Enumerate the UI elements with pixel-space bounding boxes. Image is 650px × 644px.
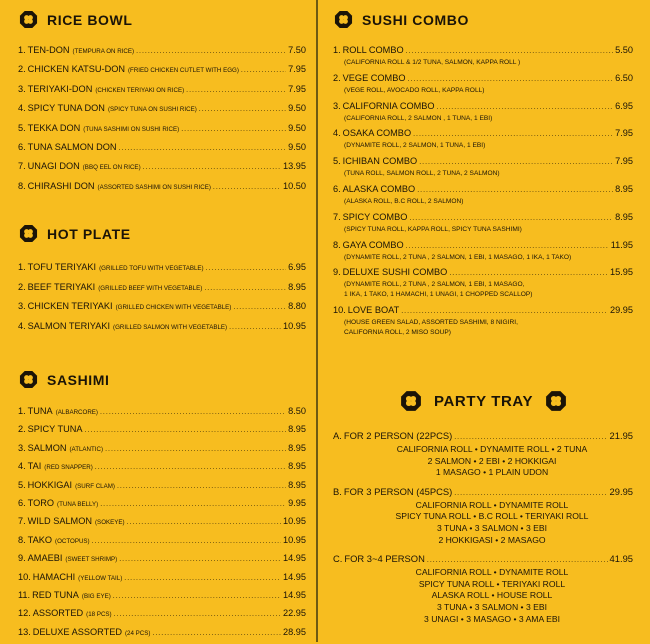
item-number: 5. — [18, 122, 26, 133]
item-price: 7.95 — [615, 156, 633, 167]
menu-item-row — [18, 63, 306, 77]
leader-dots — [229, 320, 281, 334]
combo-item — [333, 44, 633, 68]
item-description: (TEMPURA ON RICE) — [72, 48, 135, 55]
leader-dots — [213, 180, 281, 194]
leader-dots — [233, 300, 286, 314]
item-price: 8.95 — [615, 211, 633, 222]
item-name: FOR 3 PERSON (45PCS) — [343, 485, 453, 497]
item-name: TUNA — [27, 406, 53, 416]
item-price: 21.95 — [609, 430, 633, 441]
combo-contents: (TUNA ROLL, SALMON ROLL, 2 TUNA, 2 SALMON) — [344, 170, 500, 178]
menu-item-row — [18, 102, 306, 116]
item-price: 8.50 — [288, 406, 306, 416]
party-tray-item — [333, 430, 633, 479]
item-number: 3. — [18, 83, 26, 94]
item-description: (ASSORTED SASHIMI ON SUSHI RICE) — [97, 183, 211, 191]
menu-item-row — [333, 553, 633, 567]
leader-dots — [437, 100, 614, 114]
leader-dots — [419, 155, 613, 169]
item-name: TAI — [27, 461, 42, 472]
leader-dots — [117, 479, 286, 493]
combo-item — [333, 72, 633, 96]
menu-item-row — [333, 155, 633, 169]
item-price: 41.95 — [609, 553, 633, 565]
item-name: TEN-DON — [27, 45, 70, 55]
item-price: 7.95 — [288, 83, 306, 94]
tray-contents-line: 3 UNAGI • 3 MASAGO • 3 AMA EBI — [424, 613, 560, 624]
menu-item-row — [18, 405, 306, 419]
item-number: 3. — [18, 301, 26, 312]
item-description: (RED SNAPPER) — [44, 464, 93, 472]
menu-item-row — [18, 442, 306, 456]
menu-item-row — [18, 320, 306, 334]
item-name: ALASKA COMBO — [342, 183, 416, 194]
item-price: 14.95 — [283, 589, 306, 600]
tray-contents-line: 2 HOKKIGASI • 2 MASAGO — [438, 534, 546, 545]
menu-item-row — [18, 552, 306, 566]
combo-contents: (SPICY TUNA ROLL, KAPPA ROLL, SPICY TUNA SASHIMI) — [344, 225, 522, 233]
combo-item — [333, 155, 633, 179]
item-price: 8.80 — [288, 301, 306, 312]
item-price: 9.95 — [288, 497, 306, 508]
item-price: 28.95 — [283, 626, 306, 637]
menu-item-row — [18, 122, 306, 136]
item-name: LOVE BOAT — [347, 304, 400, 315]
leader-dots — [100, 405, 286, 419]
item-description: (SWEET SHRIMP) — [65, 556, 118, 564]
menu-item-row — [18, 44, 306, 58]
combo-contents: (CALIFORNIA ROLL & 1/2 TUNA, SALMON, KAPPA ROLL ) — [344, 59, 521, 66]
item-number: 7. — [18, 161, 26, 172]
item-number: 5. — [18, 479, 26, 490]
item-price: 10.95 — [283, 320, 306, 331]
leader-dots — [417, 183, 613, 197]
item-name: CHICKEN KATSU-DON — [27, 64, 125, 75]
item-description: (ATLANTIC) — [69, 445, 104, 453]
item-number: 2. — [18, 424, 26, 435]
combo-contents: CALIFORNIA ROLL, 2 MISO SOUP) — [344, 328, 451, 336]
item-number: 1. — [18, 406, 26, 416]
leader-dots — [204, 281, 286, 295]
item-price: 6.50 — [615, 72, 633, 83]
combo-contents: (DYNAMITE ROLL, 2 TUNA , 2 SALMON, 1 EBI, 1 MASAGO, 1 IKA, 1 TAKO) — [344, 253, 572, 261]
item-price: 8.95 — [288, 479, 306, 490]
tray-contents-line: 2 SALMON • 2 EBI • 2 HOKKIGAI — [427, 455, 557, 466]
item-number: 7. — [18, 516, 26, 527]
leader-dots — [199, 102, 286, 116]
tray-contents-line: CALIFORNIA ROLL • DYNAMITE ROLL — [415, 567, 569, 578]
leader-dots — [401, 304, 608, 318]
tray-contents-line: 3 TUNA • 3 SALMON • 3 EBI — [437, 522, 547, 533]
leader-dots — [136, 44, 286, 58]
item-price: 8.95 — [615, 183, 633, 194]
leader-dots — [84, 423, 286, 437]
leader-dots — [127, 515, 281, 529]
item-name: HAMACHI — [32, 571, 76, 582]
item-name: SPICY TUNA — [27, 424, 83, 435]
party-tray-list — [333, 430, 633, 632]
section-title: SASHIMI — [47, 371, 110, 388]
menu-item-row — [333, 72, 633, 86]
item-name: TOFU TERIYAKI — [27, 262, 97, 272]
leader-dots — [113, 589, 281, 603]
combo-contents: (DYNAMITE ROLL, 2 SALMON, 1 TUNA, 1 EBI) — [344, 142, 486, 150]
leader-dots — [152, 626, 281, 640]
item-name: CHICKEN TERIYAKI — [27, 301, 113, 312]
hot-plate-header — [19, 224, 131, 243]
menu-item-row — [18, 626, 306, 640]
item-price: 7.95 — [288, 64, 306, 75]
combo-contents: (ALASKA ROLL, B.C ROLL, 2 SALMON) — [344, 197, 464, 205]
item-number: 8. — [18, 534, 26, 545]
item-name: BEEF TERIYAKI — [27, 281, 96, 292]
sushi-combo-list — [333, 44, 633, 342]
leader-dots — [454, 430, 607, 444]
item-description: (TUNA SASHIMI ON SUSHI RICE) — [83, 125, 180, 133]
menu-item-row — [333, 430, 633, 444]
menu-item-row — [18, 423, 306, 437]
tray-contents-line: SPICY TUNA ROLL • TERIYAKI ROLL — [418, 578, 566, 589]
combo-contents: 1 IKA, 1 TAKO, 1 HAMACHI, 1 UNAGI, 1 CHOPPED SCALLOP) — [344, 291, 533, 299]
combo-contents: (HOUSE GREEN SALAD, ASSORTED SASHIMI, 8 NIGIRI, — [344, 318, 518, 326]
item-name: TERIYAKI-DON — [27, 83, 93, 94]
leader-dots — [124, 571, 281, 585]
item-name: FOR 2 PERSON (22PCS) — [343, 430, 453, 441]
item-name: OSAKA COMBO — [342, 128, 412, 139]
item-number: 10. — [333, 304, 346, 315]
item-price: 10.95 — [283, 534, 306, 545]
sashimi-list — [18, 405, 306, 644]
item-number: 1. — [18, 45, 26, 55]
menu-item-row — [333, 44, 633, 58]
item-name: RED TUNA — [32, 589, 79, 600]
item-price: 13.95 — [283, 161, 306, 172]
combo-contents: (VEGE ROLL, AVOCADO ROLL, KAPPA ROLL) — [344, 86, 485, 94]
leader-dots — [454, 486, 607, 500]
item-name: SPICY TUNA DON — [27, 103, 105, 114]
menu-item-row — [18, 180, 306, 194]
party-tray-item — [333, 486, 633, 546]
sashimi-header — [19, 370, 110, 389]
octagon-flower-logo-icon — [400, 390, 422, 412]
menu-item-row — [333, 211, 633, 225]
tray-contents-line: CALIFORNIA ROLL • DYNAMITE ROLL • 2 TUNA — [396, 444, 588, 454]
item-description: (OCTOPUS) — [55, 537, 90, 545]
leader-dots — [95, 460, 286, 474]
menu-item-row — [18, 497, 306, 511]
combo-item — [333, 100, 633, 124]
menu-item-row — [18, 479, 306, 493]
party-tray-header — [400, 390, 567, 412]
item-number: 4. — [18, 320, 26, 331]
menu-item-row — [333, 183, 633, 197]
menu-item-row — [18, 607, 306, 621]
item-price: 11.95 — [610, 239, 633, 250]
leader-dots — [406, 44, 614, 58]
item-price: 8.95 — [288, 461, 306, 472]
item-description: (SPICY TUNA ON SUSHI RICE) — [107, 106, 197, 114]
menu-item-row — [18, 534, 306, 548]
item-number: B. — [333, 485, 342, 497]
item-price: 9.50 — [288, 141, 306, 152]
section-title: SUSHI COMBO — [362, 11, 469, 28]
combo-item — [333, 211, 633, 235]
leader-dots — [100, 497, 286, 511]
item-number: 9. — [18, 553, 26, 564]
item-number: 3. — [18, 442, 26, 453]
item-number: 9. — [333, 267, 341, 278]
item-name: ICHIBAN COMBO — [342, 156, 418, 167]
leader-dots — [143, 160, 281, 174]
leader-dots — [119, 141, 287, 155]
item-name: HOKKIGAI — [27, 479, 73, 490]
octagon-flower-logo-icon — [545, 390, 567, 412]
item-number: 3. — [333, 100, 341, 111]
item-price: 8.95 — [288, 442, 306, 453]
menu-item-row — [18, 281, 306, 295]
item-number: C. — [333, 553, 343, 565]
tray-contents — [333, 444, 633, 479]
combo-item — [333, 239, 633, 263]
leader-dots — [181, 122, 286, 136]
item-description: (TUNA BELLY) — [57, 500, 99, 508]
item-name: DELUXE ASSORTED — [32, 626, 122, 637]
leader-dots — [92, 534, 281, 548]
item-name: TORO — [27, 497, 55, 508]
item-number: 13. — [18, 626, 31, 637]
item-description: (24 PCS) — [124, 629, 151, 637]
combo-contents: (DYNAMITE ROLL, 2 TUNA , 2 SALMON, 1 EBI, 1 MASAGO, — [344, 281, 525, 289]
item-number: 4. — [333, 128, 341, 139]
item-number: 2. — [333, 72, 341, 83]
item-name: SALMON TERIYAKI — [27, 320, 111, 331]
hot-plate-list — [18, 261, 306, 339]
item-number: 8. — [18, 180, 26, 191]
item-description: (GRILLED SALMON WITH VEGETABLE) — [113, 323, 228, 331]
section-title: HOT PLATE — [47, 225, 131, 242]
item-name: TAKO — [27, 534, 53, 545]
party-tray-item — [333, 553, 633, 625]
item-number: 2. — [18, 64, 26, 75]
menu-item-row — [333, 127, 633, 141]
item-price: 29.95 — [609, 485, 633, 497]
menu-item-row — [18, 300, 306, 314]
item-name: VEGE COMBO — [342, 72, 406, 83]
menu-item-row — [18, 515, 306, 529]
item-description: (CHICKEN TERIYAKI ON RICE) — [95, 86, 185, 94]
item-name: TUNA SALMON DON — [27, 141, 117, 152]
item-name: WILD SALMON — [27, 516, 92, 527]
combo-item — [333, 304, 633, 338]
octagon-flower-logo-icon — [19, 224, 38, 243]
item-name: UNAGI DON — [27, 161, 80, 172]
tray-contents — [333, 500, 633, 546]
tray-contents — [333, 567, 633, 625]
item-price: 7.50 — [288, 45, 306, 55]
item-number: A. — [333, 430, 342, 441]
menu-item-row — [333, 486, 633, 500]
item-name: CHIRASHI DON — [27, 180, 95, 191]
menu-item-row — [333, 304, 633, 318]
item-number: 6. — [18, 497, 26, 508]
menu-item-row — [333, 239, 633, 253]
item-description: (ALBARCORE) — [55, 409, 98, 416]
item-price: 29.95 — [610, 304, 633, 315]
item-name: ASSORTED — [32, 608, 84, 619]
sushi-combo-header — [334, 10, 469, 29]
item-price: 5.50 — [615, 45, 633, 55]
item-number: 4. — [18, 461, 26, 472]
item-price: 14.95 — [283, 553, 306, 564]
leader-dots — [206, 261, 287, 275]
combo-contents: (CALIFORNIA ROLL, 2 SALMON , 1 TUNA, 1 EBI) — [344, 114, 493, 122]
item-name: CALIFORNIA COMBO — [342, 100, 435, 111]
item-name: TEKKA DON — [27, 122, 81, 133]
menu-item-row — [333, 100, 633, 114]
item-name: ROLL COMBO — [342, 45, 404, 55]
leader-dots — [427, 553, 608, 567]
tray-contents-line: ALASKA ROLL • HOUSE ROLL — [431, 590, 553, 601]
item-number: 2. — [18, 281, 26, 292]
octagon-flower-logo-icon — [19, 10, 38, 29]
section-title: RICE BOWL — [47, 11, 133, 28]
menu-item-row — [18, 571, 306, 585]
leader-dots — [407, 72, 613, 86]
octagon-flower-logo-icon — [334, 10, 353, 29]
item-name: SPICY COMBO — [342, 211, 408, 222]
item-number: 12. — [18, 608, 31, 619]
item-price: 9.50 — [288, 122, 306, 133]
item-price: 14.95 — [283, 571, 306, 582]
menu-item-row — [18, 589, 306, 603]
menu-item-row — [18, 261, 306, 275]
item-price: 8.95 — [288, 424, 306, 435]
right-column — [318, 0, 650, 642]
rice-bowl-header — [19, 10, 133, 29]
item-name: GAYA COMBO — [342, 239, 404, 250]
item-number: 1. — [333, 45, 341, 55]
combo-item — [333, 266, 633, 300]
item-number: 10. — [18, 571, 31, 582]
item-price: 9.50 — [288, 103, 306, 114]
leader-dots — [241, 63, 286, 77]
menu-item-row — [333, 266, 633, 280]
item-price: 15.95 — [610, 267, 633, 278]
item-number: 11. — [18, 589, 31, 600]
item-description: (BBQ EEL ON RICE) — [82, 164, 141, 172]
item-description: (18 PCS) — [86, 611, 112, 619]
item-name: FOR 3~4 PERSON — [344, 553, 425, 565]
item-number: 6. — [333, 183, 341, 194]
item-description: (BIG EYE) — [81, 592, 111, 600]
item-description: (YELLOW TAIL) — [78, 574, 123, 582]
left-column — [0, 0, 317, 642]
item-number: 5. — [333, 156, 341, 167]
rice-bowl-list — [18, 44, 306, 199]
leader-dots — [119, 552, 281, 566]
menu-item-row — [18, 141, 306, 155]
leader-dots — [186, 83, 286, 97]
item-description: (GRILLED TOFU WITH VEGETABLE) — [99, 265, 204, 272]
menu-item-row — [18, 160, 306, 174]
item-price: 10.95 — [283, 516, 306, 527]
menu-item-row — [18, 460, 306, 474]
item-description: (SOKEYE) — [95, 519, 125, 527]
item-number: 8. — [333, 239, 341, 250]
item-name: SALMON — [27, 442, 67, 453]
item-price: 6.95 — [615, 100, 633, 111]
leader-dots — [406, 239, 609, 253]
item-number: 6. — [18, 141, 26, 152]
tray-contents-line: 1 MASAGO • 1 PLAIN UDON — [435, 467, 549, 478]
leader-dots — [105, 442, 286, 456]
item-description: (GRILLED CHICKEN WITH VEGETABLE) — [115, 304, 232, 312]
combo-item — [333, 183, 633, 207]
item-description: (GRILLED BEEF WITH VEGETABLE) — [98, 284, 203, 292]
menu-item-row — [18, 83, 306, 97]
octagon-flower-logo-icon — [19, 370, 38, 389]
item-price: 10.50 — [283, 180, 306, 191]
combo-item — [333, 127, 633, 151]
item-number: 4. — [18, 103, 26, 114]
item-number: 7. — [333, 211, 341, 222]
section-title: PARTY TRAY — [434, 392, 534, 410]
tray-contents-line: SPICY TUNA ROLL • B.C ROLL • TERIYAKI ROLL — [395, 511, 589, 522]
leader-dots — [409, 211, 613, 225]
item-description: (FRIED CHICKEN CUTLET WITH EGG) — [128, 67, 239, 75]
item-number: 1. — [18, 262, 26, 272]
item-name: DELUXE SUSHI COMBO — [342, 267, 448, 278]
leader-dots — [449, 266, 608, 280]
tray-contents-line: CALIFORNIA ROLL • DYNAMITE ROLL — [415, 499, 569, 510]
tray-contents-line: 3 TUNA • 3 SALMON • 3 EBI — [437, 601, 547, 612]
leader-dots — [114, 607, 281, 621]
item-price: 22.95 — [283, 608, 306, 619]
item-name: AMAEBI — [27, 553, 63, 564]
leader-dots — [413, 127, 613, 141]
item-description: (SURF CLAM) — [75, 482, 115, 490]
item-price: 6.95 — [288, 262, 306, 272]
item-price: 7.95 — [615, 128, 633, 139]
item-price: 8.95 — [288, 281, 306, 292]
